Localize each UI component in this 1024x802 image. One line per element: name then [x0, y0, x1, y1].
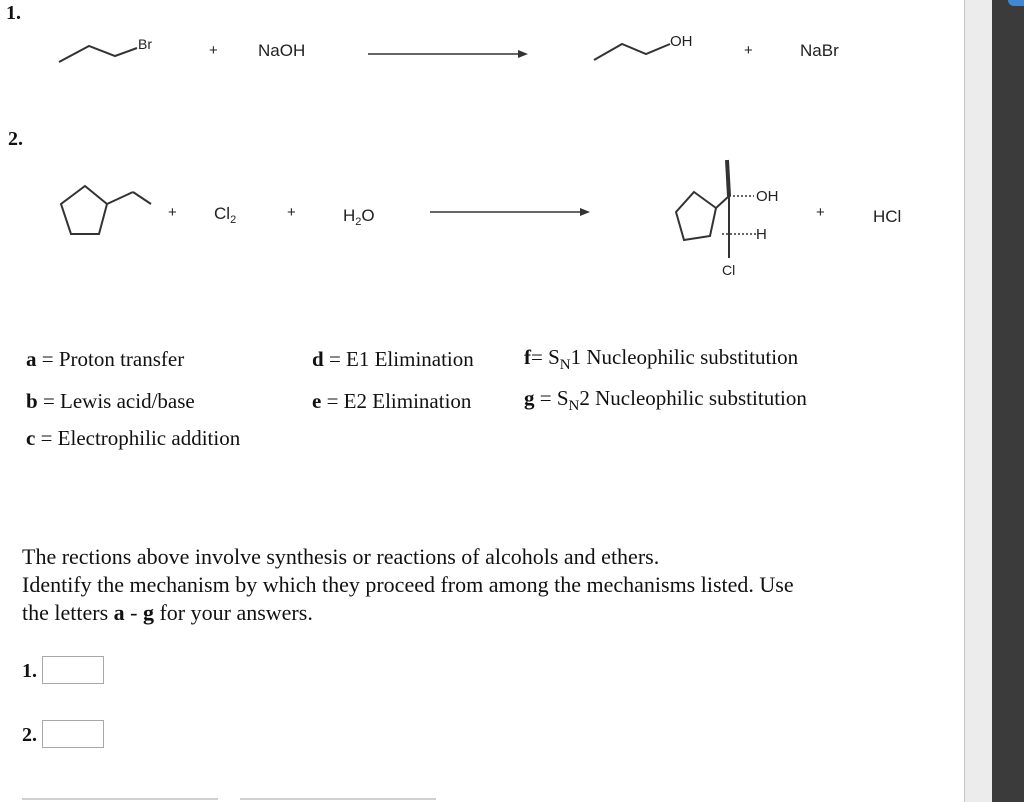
- mechanism-c: c = Electrophilic addition: [26, 426, 241, 450]
- product-h-label: H: [756, 226, 767, 243]
- instructions: [22, 543, 922, 627]
- mechanism-g: $g = S_N2$ Nucleophilic substitution: [524, 386, 807, 414]
- byproduct-hcl: HCl: [873, 207, 902, 226]
- accent-tab: [1008, 0, 1024, 6]
- reactant-br-label: Br: [138, 36, 152, 52]
- plus-sign: +: [287, 204, 296, 221]
- bottom-divider: [22, 798, 218, 800]
- bottom-divider: [240, 798, 436, 800]
- instructions-line-3: the letters a - g for your answers.: [22, 600, 313, 625]
- plus-sign: +: [168, 204, 177, 221]
- mechanism-e: e = E2 Elimination: [312, 389, 472, 413]
- byproduct-nabr: NaBr: [800, 41, 839, 60]
- mechanism-b: b = Lewis acid/base: [26, 389, 195, 413]
- plus-sign: +: [816, 204, 825, 221]
- reaction-2-number: 2.: [8, 128, 23, 150]
- answer-2-input[interactable]: [42, 720, 104, 748]
- window-edge-divider: [964, 0, 965, 802]
- plus-sign: +: [209, 42, 218, 59]
- side-panel: [992, 0, 1024, 802]
- instructions-line-2: Identify the mechanism by which they proceed from among the mechanisms listed. Use: [22, 572, 794, 597]
- reaction-1-number: 1.: [6, 2, 21, 24]
- answer-1-input[interactable]: [42, 656, 104, 684]
- product-oh-label: OH: [756, 188, 779, 205]
- chlorohydrin-product-structure: [672, 156, 772, 276]
- product-oh-label: OH: [670, 33, 693, 50]
- answer-2-label: 2.: [22, 724, 37, 746]
- mechanism-f: $f= S_N1$ Nucleophilic substitution: [524, 345, 799, 373]
- instructions-line-1: The rections above involve synthesis or reactions of alcohols and ethers.: [22, 544, 660, 569]
- reaction-arrow-2: [430, 206, 590, 218]
- reagent-cl2: $Cl_2$: [214, 204, 237, 226]
- product-cl-label: Cl: [722, 262, 736, 278]
- answer-1-label: 1.: [22, 660, 37, 682]
- mechanism-d: d = E1 Elimination: [312, 347, 474, 371]
- mechanism-a: a = Proton transfer: [26, 347, 185, 371]
- plus-sign: +: [744, 42, 753, 59]
- methylenecyclopentane-structure: [55, 178, 155, 248]
- propanol-structure: [590, 36, 680, 66]
- window-edge: [964, 0, 1024, 802]
- reagent-h2o: $H_2O$: [343, 206, 375, 228]
- reaction-arrow-1: [368, 48, 528, 60]
- bromopropane-structure: [55, 38, 150, 68]
- reagent-naoh: NaOH: [258, 41, 306, 60]
